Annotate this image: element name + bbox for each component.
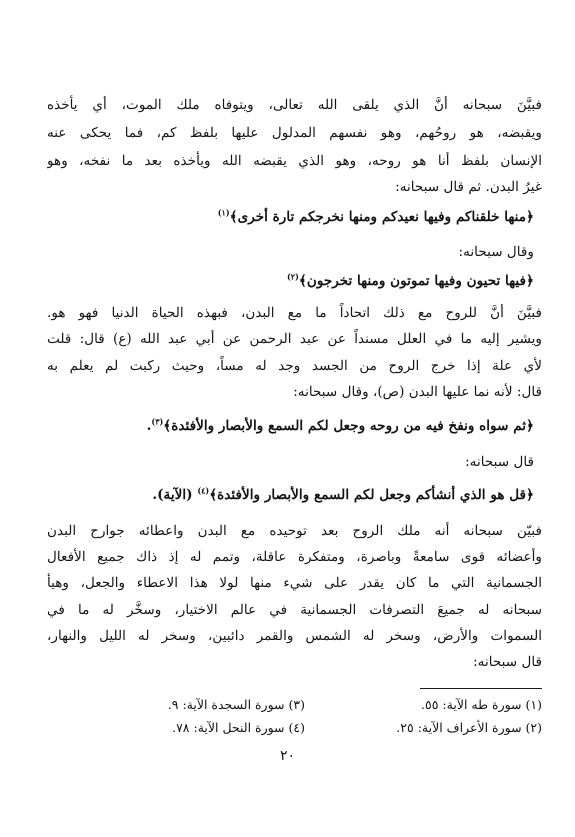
body-line-10: لأي علة إذا خرج الروح من الجسد وجد له مساً، وحيث ركبت لم يعلم به [47,358,542,374]
page-number: ٢٠ [279,748,296,764]
footnote-marker-4: (٤) [197,485,210,496]
verse-2-text: ﴿فيها تحيون وفيها تموتون ومنها تخرجون﴾ [298,273,534,289]
body-line-4: غيرُ البدن. ثم قال سبحانه: [395,179,542,195]
body-line-2: ويقبضه، هو روحُهم، وهو نفسهم المدلول عليها بلفظ كم، فما يحكى عنه [47,125,542,141]
footnote-1: (١) سورة طه الآية: ٥٥. [421,697,542,712]
quran-verse-4 [39,481,534,509]
verse-3-tail: . [146,418,152,434]
verse-4-text: ﴿قل هو الذي أنشأكم وجعل لكم السمع والأبصار والأفئدة﴾ [209,487,534,503]
quran-verse-1 [39,203,534,231]
body-line-20: قال سبحانه: [473,654,542,670]
body-line-13: قال سبحانه: [465,454,534,470]
footnote-3: (٣) سورة السجدة الآية: ٩. [167,697,305,712]
footnote-marker-2: (٢) [286,271,299,282]
footnote-marker-3: (٣) [151,416,164,427]
footnote-separator [420,688,542,689]
verse-3-text: ﴿ثم سواه ونفخ فيه من روحه وجعل لكم السمع والأبصار والأفئدة﴾ [163,418,534,434]
footnote-marker-1: (١) [217,207,230,218]
quran-verse-3 [39,412,534,440]
footnote-2: (٢) سورة الأعراف الآية: ٢٥. [396,720,542,735]
body-line-3: الإنسان بلفظ أنا هو روحه، وهو الذي يقبضه الله ويأخذه بعد ما نفخه، وهو [47,153,542,169]
body-line-8: فبيَّنَ أنَّ للروح مع ذلك اتحاداً ما مع البدن، فبهذه الحياة الدنيا فهو هو. [47,305,542,321]
quran-verse-2 [39,267,534,295]
body-line-15: فبيّن سبحانه أنه ملك الروح بعد توحيده مع البدن واعطائه جوارح البدن [47,523,542,539]
body-line-16: وأعضائه قوى سامعةً وباصرة، ومتفكرة عاقلة، وتمم له إذ ذاك جميع الأفعال [47,549,542,565]
body-line-11: قال: لأنه نما عليها البدن (ص)، وقال سبحانه: [293,384,542,400]
body-line-18: سبحانه له جميعَ التصرفات الجسمانية في عالم الاختيار، وسخَّر له ما في [47,602,542,618]
verse-1-text: ﴿منها خلقناكم وفيها نعيدكم ومنها نخرجكم تارة أخرى﴾ [229,209,534,225]
footnote-4: (٤) سورة النحل الآية: ٧٨. [172,720,305,735]
body-line-1: فبيَّنَ سبحانه أنَّ الذي يلقى الله تعالى، ويتوفاه ملك الموت، أي يأخذه [47,97,542,113]
verse-4-tail: (الآية). [152,487,198,503]
body-line-9: ويشير إليه ما في العلل مسنداً عن عبد الرحمن عن أبي عبد الله (ع) قال: قلت [47,331,542,347]
body-line-17: الجسمانية التي ما كان يقدر على شيء منها لولا هذا الاعطاء والجعل، وهيأ [47,575,542,591]
body-line-19: السموات والأرض، وسخر له الشمس والقمر دائبين، وسخر له الليل والنهار، [47,628,542,644]
body-line-6: وقال سبحانه: [458,244,534,260]
